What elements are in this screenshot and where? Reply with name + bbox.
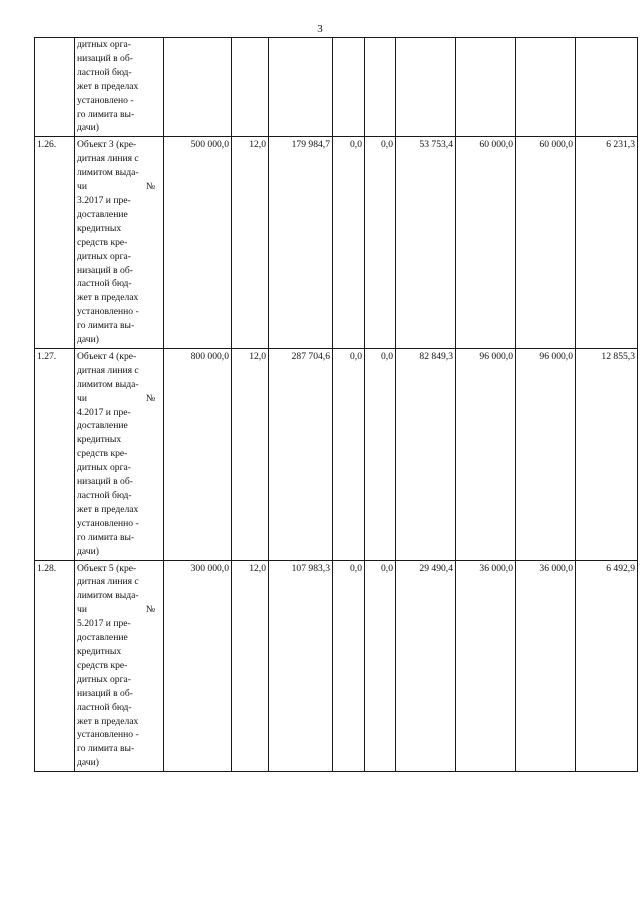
description-line: Объект 5 (кре- [77, 562, 137, 574]
cell-value: 6 231,3 [576, 137, 638, 349]
table-row [35, 348, 638, 560]
description-line: дачи) [77, 334, 99, 346]
cell-value: 0,0 [365, 560, 396, 772]
description-line: дитных орга- [77, 673, 131, 685]
description-line: ластной бюд- [77, 278, 132, 290]
continuation-description-cell [75, 38, 164, 137]
cell-value: 36 000,0 [516, 560, 576, 772]
row-number: 1.26. [35, 137, 75, 349]
cell-value: 0,0 [333, 560, 365, 772]
description-line: Объект 4 (кре- [77, 350, 137, 362]
cell-value: 800 000,0 [164, 348, 232, 560]
cell-value [164, 38, 232, 137]
description-line: доставление [77, 208, 128, 220]
description-line: 5.2017 и пре- [77, 618, 131, 630]
cell-value: 107 983,3 [269, 560, 333, 772]
cell-value: 500 000,0 [164, 137, 232, 349]
description-line: жет в пределах [77, 715, 139, 727]
description-line: жет в пределах [77, 503, 139, 515]
row-number: 1.27. [35, 348, 75, 560]
budget-table [34, 37, 638, 772]
description-line: низаций в об- [77, 476, 133, 488]
description-line: жет в пределах [77, 292, 139, 304]
description-line-part: № [145, 181, 155, 193]
cell-value [456, 38, 516, 137]
cell-value: 179 984,7 [269, 137, 333, 349]
description-line: средств кре- [77, 236, 128, 248]
description-line: установленно - [77, 517, 139, 529]
cell-value: 12,0 [232, 348, 269, 560]
row-description [75, 348, 164, 560]
cell-num [35, 38, 75, 137]
description-line-part: чи [77, 392, 87, 404]
cell-value [365, 38, 396, 137]
description-line: средств кре- [77, 659, 128, 671]
description-line: лимитом выда- [77, 590, 139, 602]
description-line-part: чи [77, 181, 87, 193]
description-line: кредитных [77, 645, 122, 657]
cell-value [269, 38, 333, 137]
description-line: низаций в об- [77, 687, 133, 699]
description-line: лимитом выда- [77, 378, 139, 390]
description-line: дачи) [77, 545, 99, 557]
continuation-row [35, 38, 638, 137]
cell-value: 0,0 [365, 348, 396, 560]
description-line: низаций в об- [77, 52, 133, 64]
description-line: го лимита вы- [77, 531, 135, 543]
cell-value: 12 855,3 [576, 348, 638, 560]
description-line: го лимита вы- [77, 320, 135, 332]
row-description [75, 137, 164, 349]
cell-value: 287 704,6 [269, 348, 333, 560]
description-line: го лимита вы- [77, 743, 135, 755]
description-line: го лимита вы- [77, 108, 135, 120]
table-body [35, 38, 638, 772]
cell-value: 60 000,0 [456, 137, 516, 349]
description-line: доставление [77, 632, 128, 644]
description-line-part: № [145, 604, 155, 616]
description-line: установленно - [77, 729, 139, 741]
cell-value [396, 38, 456, 137]
cell-value: 96 000,0 [516, 348, 576, 560]
description-line: дитных орга- [77, 250, 131, 262]
cell-value [576, 38, 638, 137]
description-line: средств кре- [77, 448, 128, 460]
description-line-part: № [145, 392, 155, 404]
row-description [75, 560, 164, 772]
cell-value: 96 000,0 [456, 348, 516, 560]
description-line: ластной бюд- [77, 701, 132, 713]
description-line: дитных орга- [77, 39, 131, 50]
description-line: 3.2017 и пре- [77, 194, 131, 206]
description-line: дитная линия с [77, 576, 139, 588]
description-line: 4.2017 и пре- [77, 406, 131, 418]
cell-value: 60 000,0 [516, 137, 576, 349]
cell-value: 12,0 [232, 560, 269, 772]
cell-value: 300 000,0 [164, 560, 232, 772]
cell-value: 12,0 [232, 137, 269, 349]
description-line: жет в пределах [77, 80, 139, 92]
description-line: ластной бюд- [77, 490, 132, 501]
description-line: кредитных [77, 222, 122, 234]
table-row [35, 137, 638, 349]
cell-value [232, 38, 269, 137]
cell-value: 36 000,0 [456, 560, 516, 772]
description-line: дитная линия с [77, 153, 139, 165]
cell-value: 53 753,4 [396, 137, 456, 349]
row-number: 1.28. [35, 560, 75, 772]
description-line: ластной бюд- [77, 66, 132, 78]
description-line: дачи) [77, 122, 99, 134]
description-line: низаций в об- [77, 264, 133, 276]
description-line [77, 180, 161, 194]
cell-value: 29 490,4 [396, 560, 456, 772]
page-number: 3 [317, 23, 323, 35]
cell-value: 0,0 [333, 348, 365, 560]
description-line [77, 392, 161, 406]
description-line: установлено - [77, 94, 134, 106]
description-line [77, 603, 161, 617]
cell-value: 0,0 [333, 137, 365, 349]
description-line: дитная линия с [77, 364, 139, 376]
cell-value: 0,0 [365, 137, 396, 349]
description-line: дитных орга- [77, 462, 131, 474]
description-line: доставление [77, 420, 128, 432]
cell-value [333, 38, 365, 137]
description-line-part: чи [77, 604, 87, 616]
description-line: Объект 3 (кре- [77, 139, 137, 151]
description-line: установленно - [77, 306, 139, 318]
table-row [35, 560, 638, 772]
description-line: кредитных [77, 434, 122, 446]
cell-value [516, 38, 576, 137]
cell-value: 6 492,9 [576, 560, 638, 772]
description-line: лимитом выда- [77, 167, 139, 179]
description-line: дачи) [77, 757, 99, 769]
cell-value: 82 849,3 [396, 348, 456, 560]
